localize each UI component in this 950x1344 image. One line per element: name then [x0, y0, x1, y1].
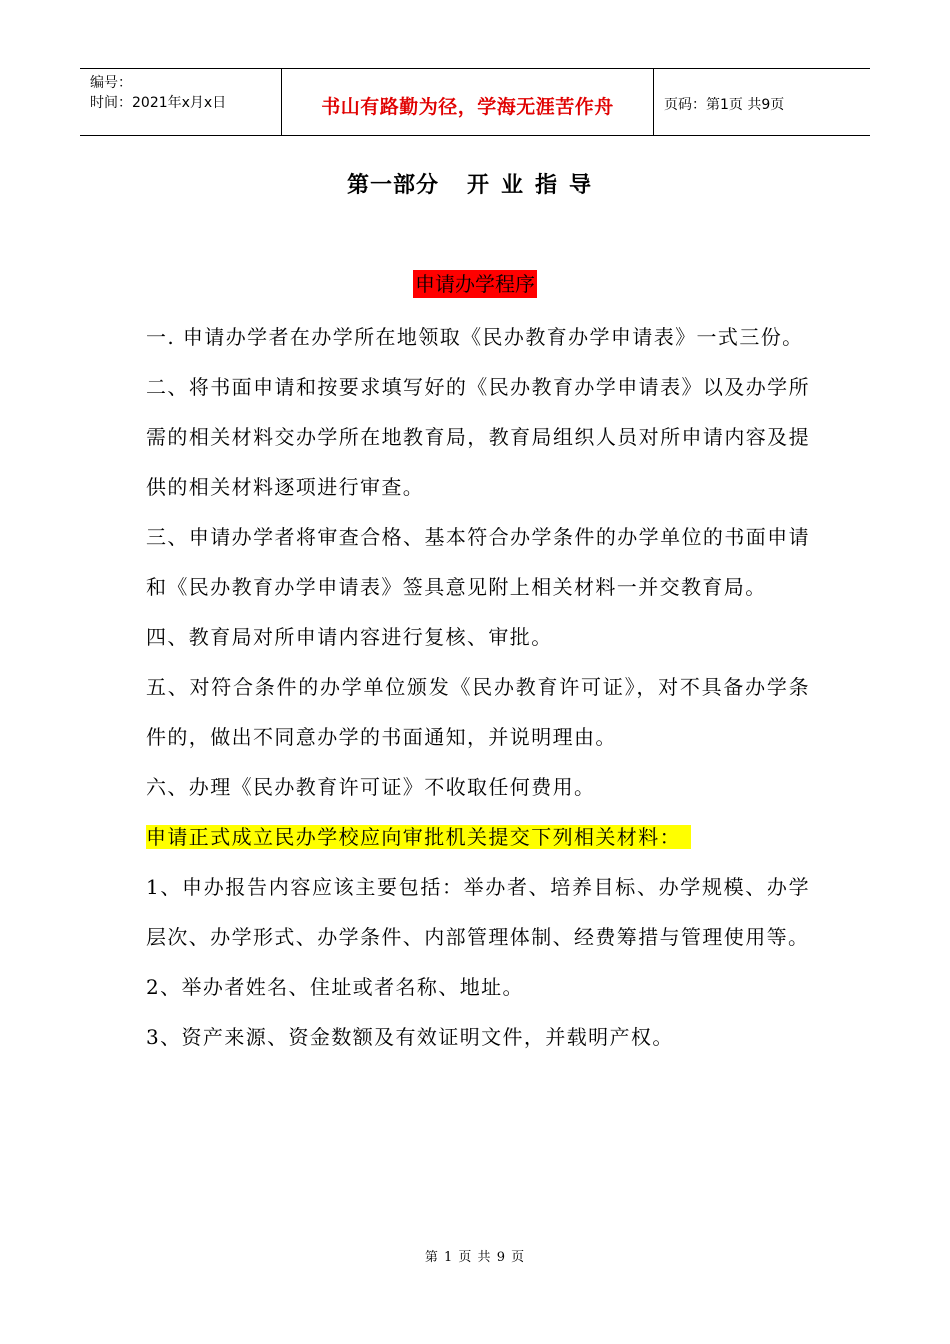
- page-info: 页码：第1页 共9页: [664, 97, 785, 113]
- document-header: [80, 68, 870, 136]
- materials-heading-line: [146, 812, 810, 862]
- header-page-cell: [654, 69, 870, 135]
- materials-heading: 申请正式成立民办学校应向审批机关提交下列相关材料：: [146, 825, 691, 849]
- document-body: [146, 312, 810, 1062]
- number-label: 编号：: [90, 75, 132, 91]
- section-heading-wrap: [0, 270, 950, 298]
- paragraph-3: 三、申请办学者将审查合格、基本符合办学条件的办学单位的书面申请和《民办教育办学申请表》签具意见附上相关材料一并交教育局。: [146, 525, 810, 599]
- material-item-3: 3、资产来源、资金数额及有效证明文件，并载明产权。: [146, 1025, 674, 1049]
- time-label: 时间：2021年x月x日: [90, 95, 227, 111]
- paragraph-4: 四、教育局对所申请内容进行复核、审批。: [146, 625, 553, 649]
- page-footer: 第 1 页 共 9 页: [424, 1250, 526, 1265]
- header-meta-cell: [80, 69, 282, 135]
- motto-text: 书山有路勤为径，学海无涯苦作舟: [321, 95, 614, 118]
- header-motto-cell: [282, 69, 654, 135]
- material-item-2: 2、举办者姓名、住址或者名称、地址。: [146, 975, 524, 999]
- paragraph-2: 二、将书面申请和按要求填写好的《民办教育办学申请表》以及办学所需的相关材料交办学所在地教育局，教育局组织人员对所申请内容及提供的相关材料逐项进行审查。: [146, 375, 810, 499]
- part-number: 第一部分: [346, 173, 439, 198]
- paragraph-6: 六、办理《民办教育许可证》不收取任何费用。: [146, 775, 596, 799]
- paragraph-1: 一. 申请办学者在办学所在地领取《民办教育办学申请表》一式三份。: [146, 325, 804, 349]
- material-item-1: 1、申办报告内容应该主要包括：举办者、培养目标、办学规模、办学层次、办学形式、办学条件、内部管理体制、经费筹措与管理使用等。: [146, 875, 810, 949]
- section-heading: 申请办学程序: [415, 272, 535, 296]
- part-name: 开业指导: [467, 173, 604, 198]
- part-title: [0, 168, 950, 199]
- paragraph-5: 五、对符合条件的办学单位颁发《民办教育许可证》，对不具备办学条件的，做出不同意办学的书面通知，并说明理由。: [146, 675, 810, 749]
